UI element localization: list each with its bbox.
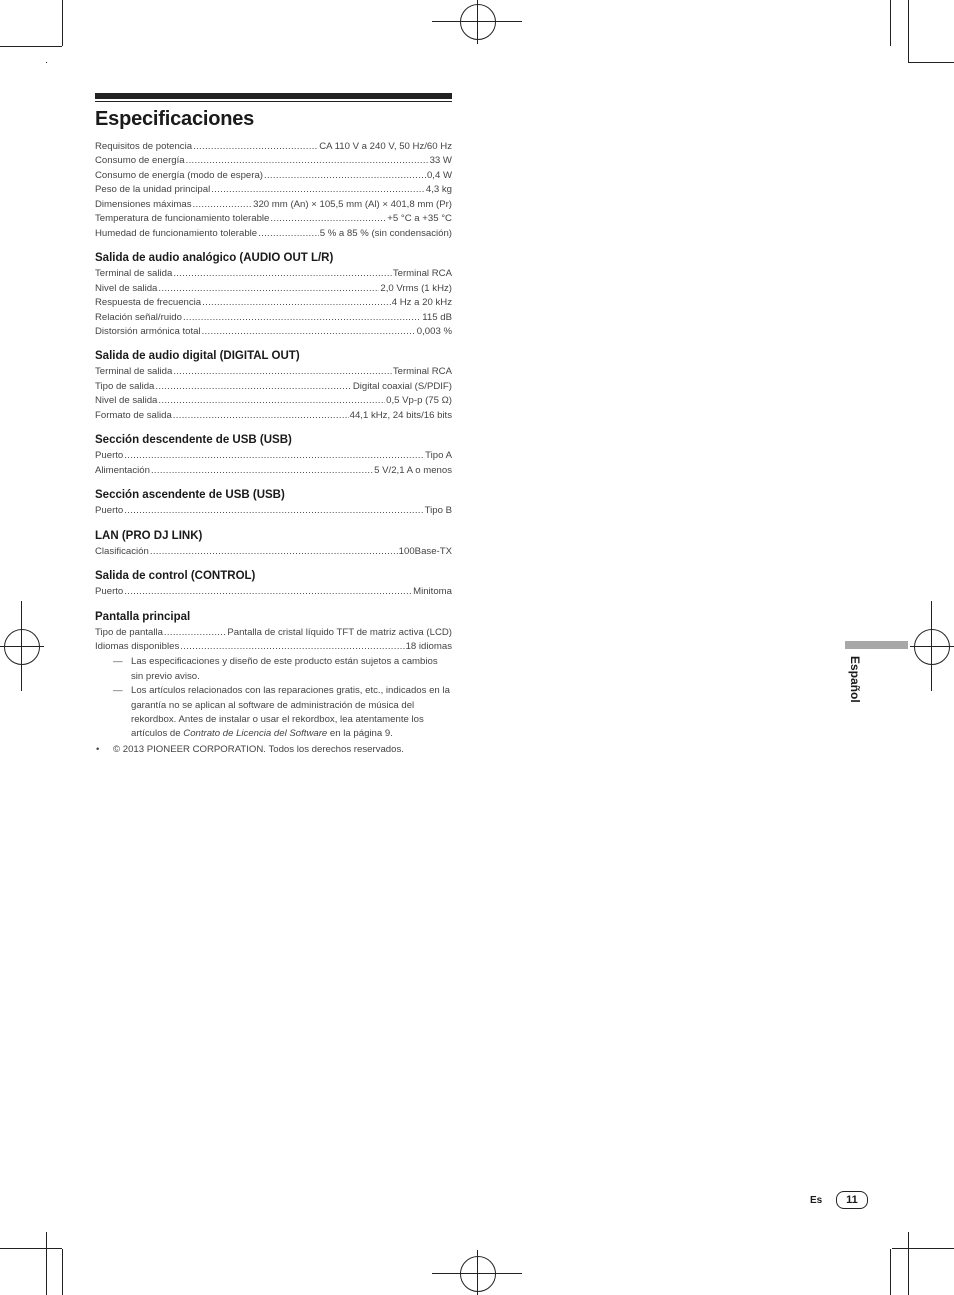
spec-label: Requisitos de potencia	[95, 141, 193, 152]
dot-leader	[158, 394, 385, 408]
dot-leader	[202, 325, 416, 339]
section-heading: LAN (PRO DJ LINK)	[95, 529, 203, 542]
spec-value: 5 % a 85 % (sin condensación)	[319, 227, 452, 239]
spec-label: Consumo de energía (modo de espera)	[95, 169, 263, 181]
spec-value: 4,3 kg	[425, 184, 452, 196]
spec-row	[95, 140, 452, 154]
spec-row	[95, 282, 452, 296]
spec-row	[95, 267, 452, 281]
spec-value: 18 idiomas	[405, 640, 452, 652]
dot-leader	[158, 282, 379, 296]
page-title: Especificaciones	[95, 108, 255, 130]
spec-label: Respuesta de frecuencia	[95, 297, 202, 309]
dot-leader	[180, 640, 404, 654]
spec-label: Consumo de energía	[95, 155, 185, 167]
registration-mark-icon	[460, 4, 496, 40]
section-heading: Sección descendente de USB (USB)	[95, 434, 292, 447]
spec-label: Idiomas disponibles	[95, 640, 180, 652]
crop-mark	[0, 1248, 62, 1249]
spec-value: 0,5 Vp-p (75 Ω)	[386, 395, 452, 407]
dot-leader	[164, 626, 226, 640]
spec-label: Nivel de salida	[95, 282, 158, 294]
note-item	[95, 655, 452, 684]
crop-mark	[908, 0, 909, 62]
spec-value: 5 V/2,1 A o menos	[374, 464, 452, 476]
spec-label: Puerto	[95, 505, 124, 517]
dot-leader	[186, 154, 429, 168]
dot-leader	[193, 140, 318, 154]
dot-leader	[193, 198, 253, 212]
registration-mark-icon	[914, 629, 950, 665]
spec-value: 33 W	[429, 155, 452, 167]
dot-leader	[173, 267, 391, 281]
specifications-section	[95, 93, 452, 757]
section-heading: Salida de audio analógico (AUDIO OUT L/R)	[95, 252, 334, 265]
spec-value: 320 mm (An) × 105,5 mm (Al) × 401,8 mm (Pr)	[253, 198, 452, 210]
crop-mark	[892, 1248, 954, 1249]
spec-row	[95, 640, 452, 654]
dot-leader	[202, 296, 391, 310]
dot-leader	[211, 183, 425, 197]
spec-row	[95, 325, 452, 339]
spec-label: Formato de salida	[95, 409, 172, 421]
dot-leader	[173, 409, 349, 423]
crop-mark	[46, 62, 47, 63]
spec-label: Puerto	[95, 586, 124, 598]
spec-row	[95, 154, 452, 168]
dot-leader	[183, 311, 421, 325]
spec-value: 2,0 Vrms (1 kHz)	[380, 282, 452, 294]
dot-leader	[151, 464, 373, 478]
crop-mark	[908, 1232, 909, 1295]
spec-label: Tipo de salida	[95, 380, 155, 392]
spec-label: Nivel de salida	[95, 395, 158, 407]
spec-label: Terminal de salida	[95, 366, 173, 378]
spec-value: 0,4 W	[426, 169, 452, 181]
spec-row	[95, 464, 452, 478]
dot-leader	[150, 545, 398, 559]
section-heading: Pantalla principal	[95, 610, 191, 623]
crop-mark	[0, 46, 62, 47]
dot-leader	[155, 380, 351, 394]
title-rule	[95, 101, 452, 102]
dot-leader	[258, 227, 319, 241]
general-specs	[95, 140, 452, 241]
spec-label: Peso de la unidad principal	[95, 184, 211, 196]
spec-value: 0,003 %	[416, 325, 452, 337]
spec-value: 100Base-TX	[398, 545, 452, 557]
spec-row	[95, 365, 452, 379]
spec-label: Tipo de pantalla	[95, 626, 163, 638]
spec-row	[95, 409, 452, 423]
note-text: Las especificaciones y diseño de este producto están sujetos a cambios sin previo aviso.	[131, 656, 438, 682]
dot-leader	[173, 365, 391, 379]
license-reference: Contrato de Licencia del Software	[183, 728, 328, 740]
dot-leader	[264, 169, 426, 183]
registration-mark-icon	[460, 1256, 496, 1292]
notes	[95, 655, 452, 757]
note-text-end: en la página 9.	[327, 728, 393, 740]
crop-mark	[890, 1249, 891, 1295]
spec-row	[95, 626, 452, 640]
spec-value: 115 dB	[422, 311, 452, 323]
dash: —	[113, 656, 123, 668]
spec-value: CA 110 V a 240 V, 50 Hz/60 Hz	[319, 141, 452, 152]
spec-value: +5 °C a +35 °C	[387, 213, 452, 225]
spec-value: Pantalla de cristal líquido TFT de matriz activa (LCD)	[227, 626, 452, 638]
spec-sections	[95, 251, 452, 654]
spec-row	[95, 585, 452, 599]
page-number: 11	[836, 1191, 868, 1209]
spec-row	[95, 380, 452, 394]
dash: —	[113, 685, 123, 697]
spec-row	[95, 183, 452, 197]
language-label: Español	[848, 656, 862, 703]
bullet: •	[96, 743, 100, 755]
note-item	[95, 684, 452, 742]
footer-language: Es	[810, 1195, 823, 1206]
spec-value: 4 Hz a 20 kHz	[391, 297, 452, 309]
spec-value: Minitoma	[413, 586, 452, 598]
crop-mark	[890, 0, 891, 46]
spec-row	[95, 296, 452, 310]
spec-value: Terminal RCA	[392, 268, 452, 280]
crop-mark	[908, 62, 954, 63]
spec-label: Puerto	[95, 450, 124, 462]
spec-value: 44,1 kHz, 24 bits/16 bits	[349, 409, 452, 421]
copyright-text: © 2013 PIONEER CORPORATION. Todos los derechos reservados.	[113, 743, 404, 755]
spec-row	[95, 311, 452, 325]
spec-label: Humedad de funcionamiento tolerable	[95, 227, 258, 239]
spec-value: Digital coaxial (S/PDIF)	[352, 380, 452, 392]
copyright-item	[95, 743, 452, 757]
spec-label: Distorsión armónica total	[95, 325, 201, 337]
spec-label: Relación señal/ruido	[95, 311, 182, 323]
section-heading: Salida de audio digital (DIGITAL OUT)	[95, 350, 300, 363]
section-heading: Sección ascendente de USB (USB)	[95, 489, 285, 502]
note-text: Los artículos relacionados con las reparaciones gratis, etc., indicados en la garantía no se aplican al software de administración de música del rekordbox. Antes de instalar o usar el rekordbox, lea atentamente los artículos de	[131, 685, 450, 740]
dot-leader	[124, 449, 424, 463]
spec-label: Temperatura de funcionamiento tolerable	[95, 213, 270, 225]
spec-value: Terminal RCA	[392, 366, 452, 378]
spec-row	[95, 504, 452, 518]
spec-row	[95, 212, 452, 226]
spec-row	[95, 394, 452, 408]
spec-row	[95, 198, 452, 212]
title-rule	[95, 93, 452, 99]
spec-label: Terminal de salida	[95, 268, 173, 280]
spec-row	[95, 449, 452, 463]
spec-label: Clasificación	[95, 545, 149, 557]
registration-mark-icon	[4, 629, 40, 665]
spec-row	[95, 227, 452, 241]
spec-value: Tipo B	[424, 505, 452, 517]
crop-mark	[46, 1232, 47, 1295]
spec-row	[95, 169, 452, 183]
dot-leader	[124, 504, 423, 518]
language-tab	[845, 641, 908, 649]
crop-mark	[62, 0, 63, 46]
dot-leader	[270, 212, 386, 226]
spec-label: Dimensiones máximas	[95, 198, 192, 210]
dot-leader	[124, 585, 412, 599]
section-heading: Salida de control (CONTROL)	[95, 570, 256, 583]
spec-row	[95, 545, 452, 559]
spec-label: Alimentación	[95, 464, 150, 476]
crop-mark	[62, 1249, 63, 1295]
spec-value: Tipo A	[425, 450, 452, 462]
